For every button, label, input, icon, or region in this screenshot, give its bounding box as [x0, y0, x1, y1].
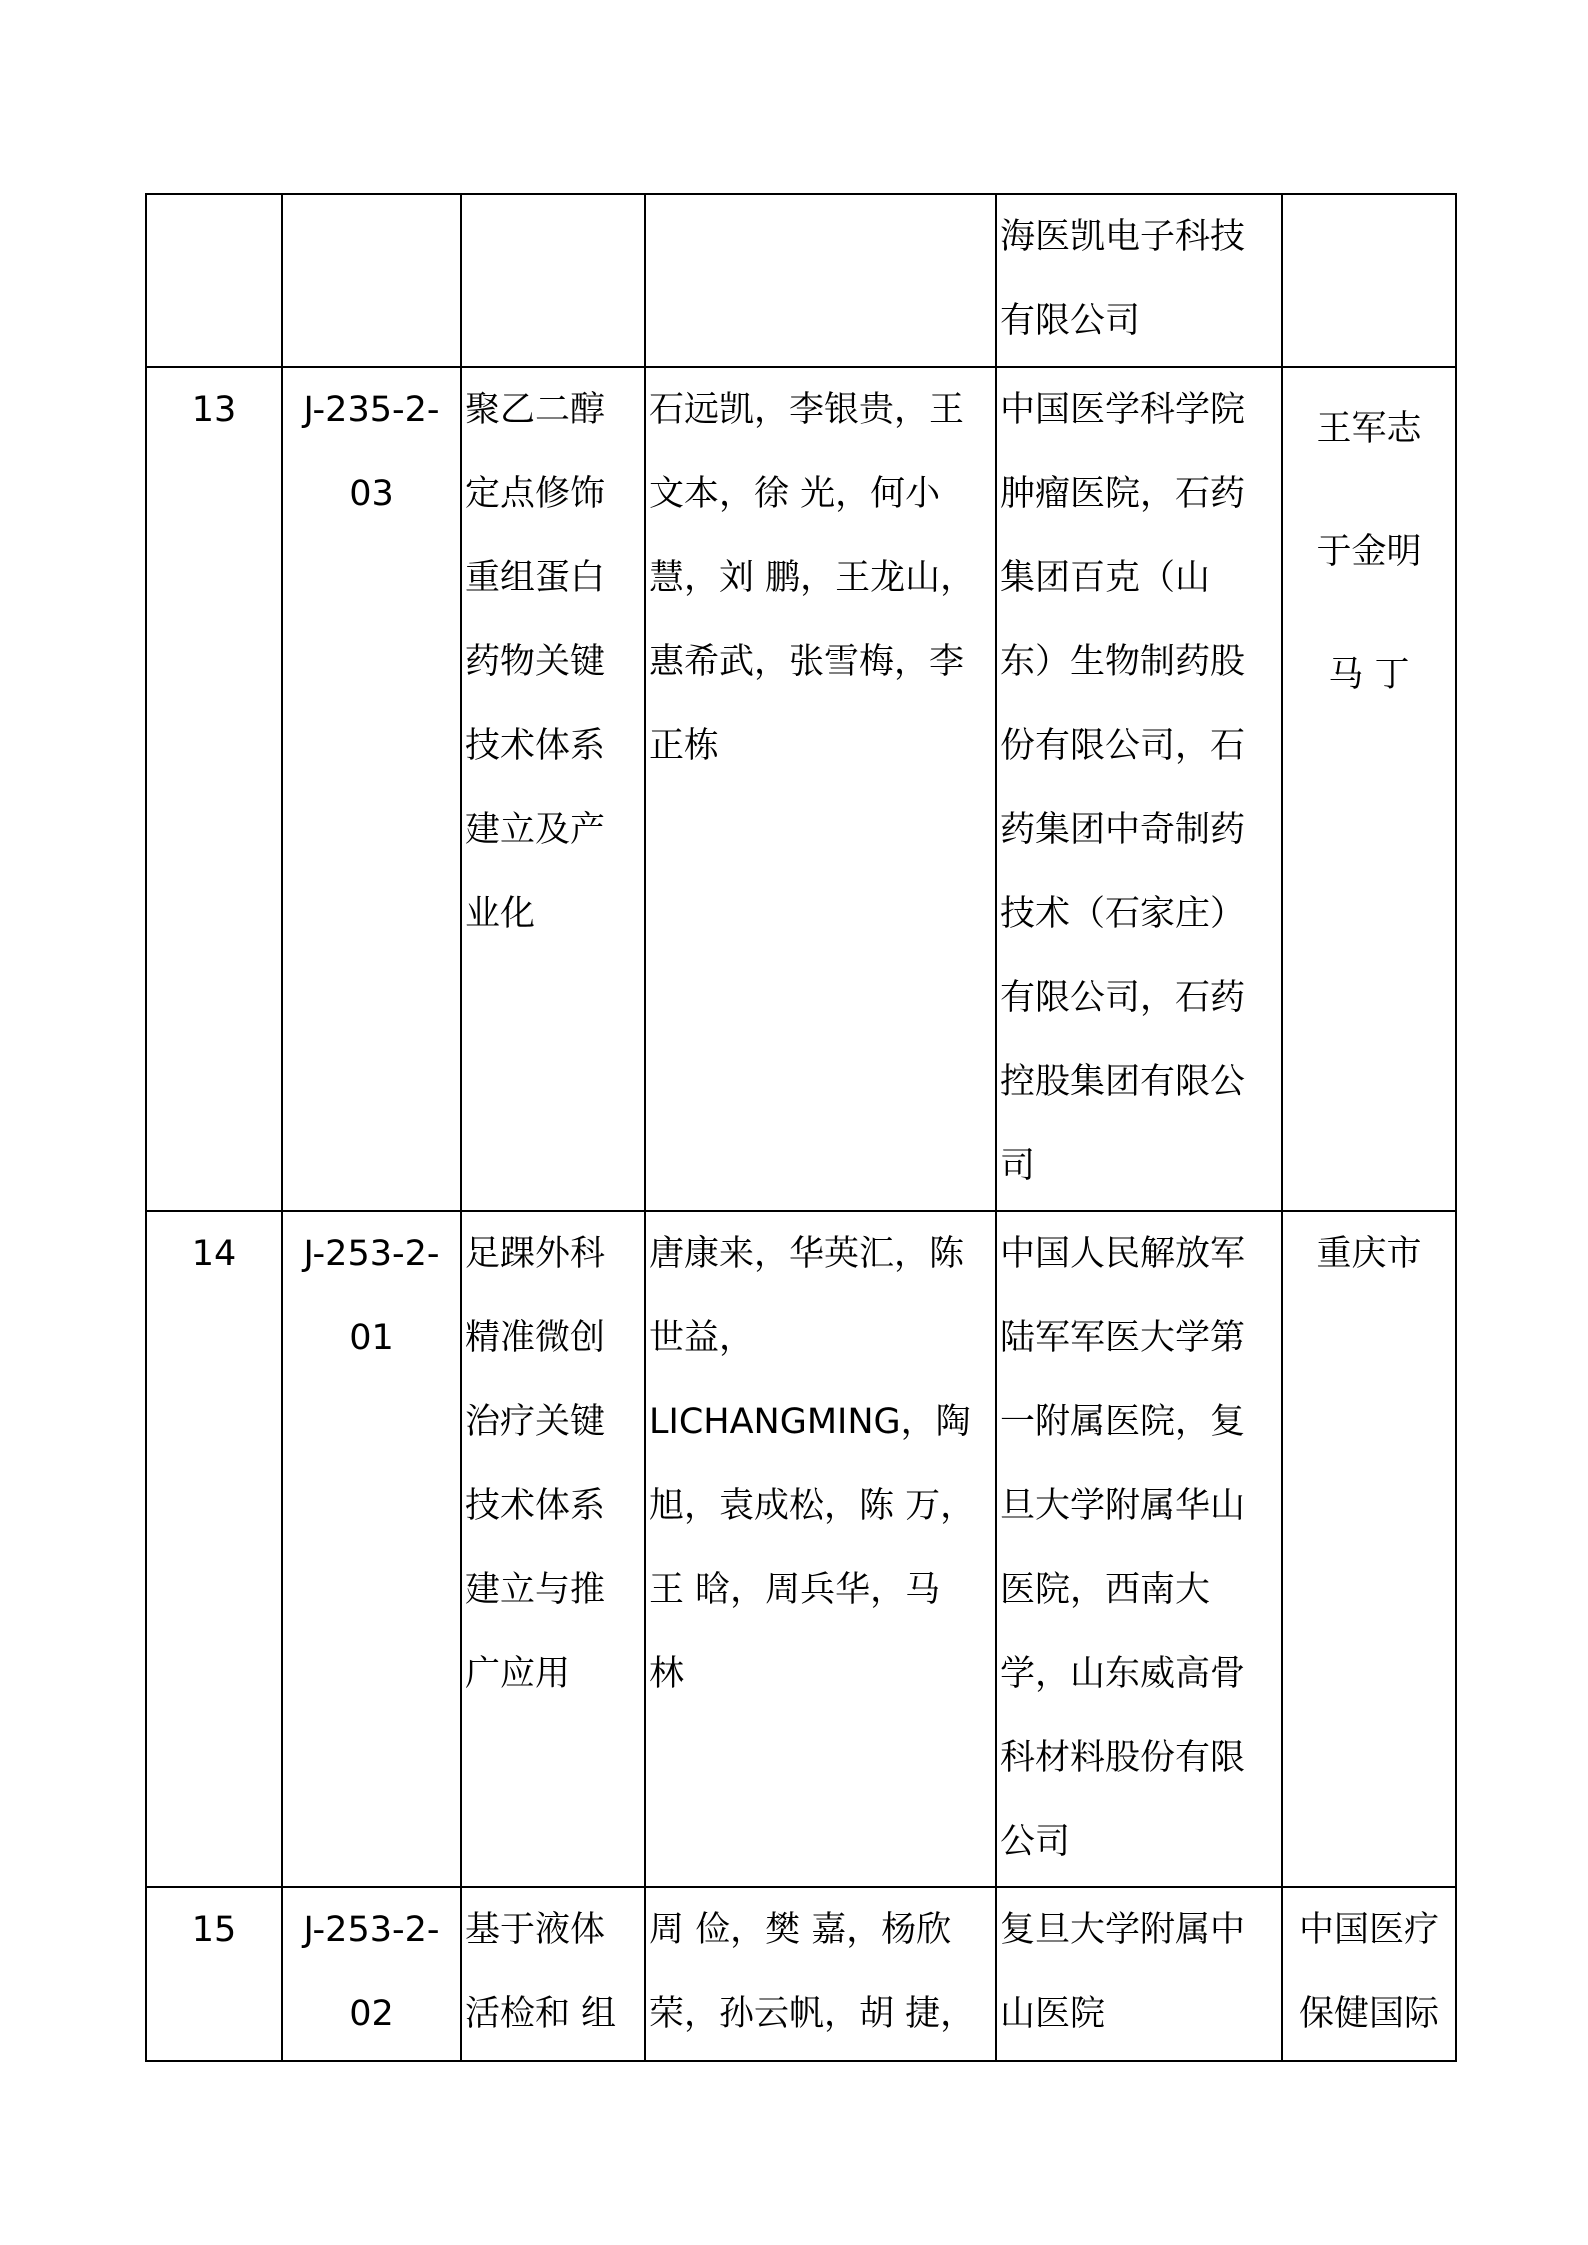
cell-persons	[645, 194, 996, 367]
cell-project: 基于液体 活检和 组	[461, 1887, 645, 2061]
table-row	[146, 194, 1456, 367]
cell-persons: 唐康来，华英汇，陈 世益， LICHANGMING，陶 旭，袁成松，陈 万， 王 晗，周兵华，马 林	[645, 1211, 996, 1887]
cell-recommender: 中国医疗 保健国际	[1282, 1887, 1456, 2061]
cell-persons: 周 俭，樊 嘉，杨欣 荣，孙云帆，胡 捷，	[645, 1887, 996, 2061]
cell-code: J-253-2- 01	[282, 1211, 461, 1887]
cell-project: 聚乙二醇 定点修饰 重组蛋白 药物关键 技术体系 建立及产 业化	[461, 367, 645, 1211]
cell-units: 复旦大学附属中 山医院	[996, 1887, 1282, 2061]
cell-serial: 15	[146, 1887, 282, 2061]
cell-recommender: 王军志 于金明 马 丁	[1282, 367, 1456, 1211]
cell-project: 足踝外科 精准微创 治疗关键 技术体系 建立与推 广应用	[461, 1211, 645, 1887]
cell-project	[461, 194, 645, 367]
cell-units: 海医凯电子科技 有限公司	[996, 194, 1282, 367]
cell-code: J-253-2- 02	[282, 1887, 461, 2061]
cell-serial: 14	[146, 1211, 282, 1887]
cell-units: 中国医学科学院 肿瘤医院，石药 集团百克（山 东）生物制药股 份有限公司，石 药集团中奇制药 技术（石家庄） 有限公司，石药 控股集团有限公 司	[996, 367, 1282, 1211]
table-row	[146, 1211, 1456, 1887]
cell-serial	[146, 194, 282, 367]
cell-units: 中国人民解放军 陆军军医大学第 一附属医院，复 旦大学附属华山 医院，西南大 学，山东威高骨 科材料股份有限 公司	[996, 1211, 1282, 1887]
cell-code	[282, 194, 461, 367]
cell-persons: 石远凯，李银贵，王 文本，徐 光，何小 慧，刘 鹏，王龙山， 惠希武，张雪梅，李 正栋	[645, 367, 996, 1211]
table-row	[146, 367, 1456, 1211]
cell-code: J-235-2- 03	[282, 367, 461, 1211]
table-row	[146, 1887, 1456, 2061]
awards-table	[145, 193, 1457, 2062]
cell-serial: 13	[146, 367, 282, 1211]
cell-recommender	[1282, 194, 1456, 367]
cell-recommender: 重庆市	[1282, 1211, 1456, 1887]
